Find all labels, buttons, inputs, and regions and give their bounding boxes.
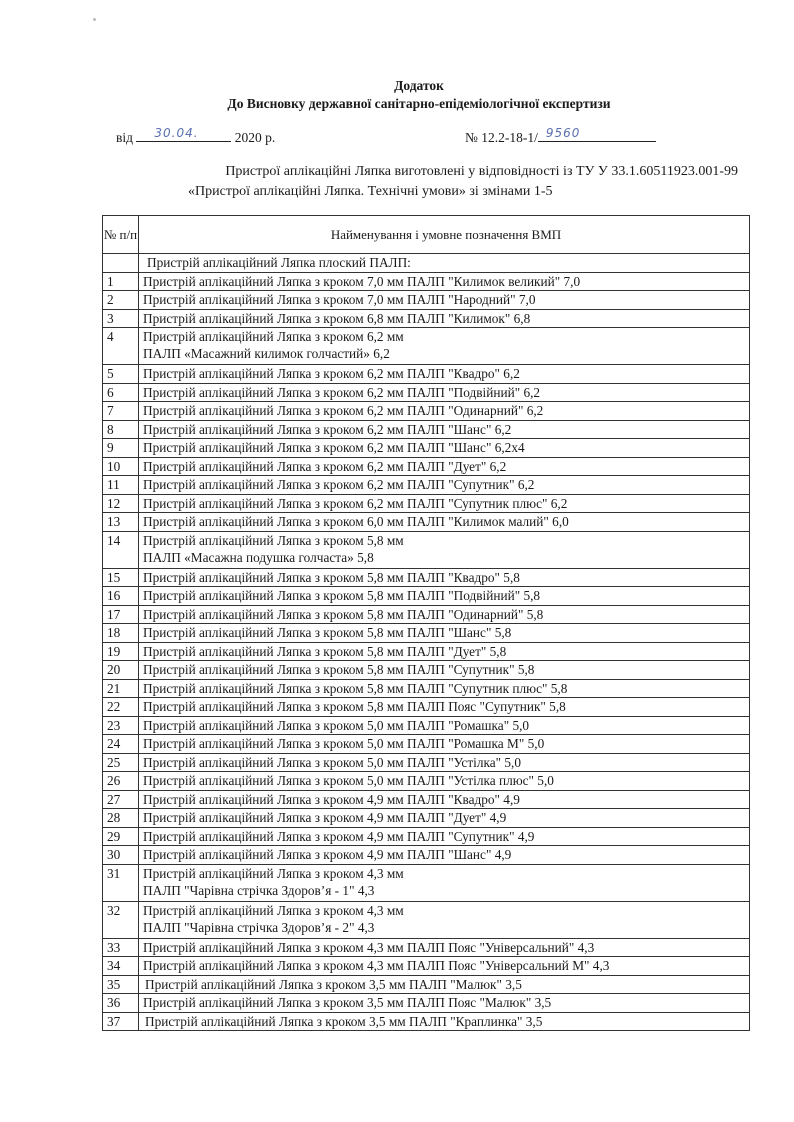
table-row — [103, 938, 750, 957]
table-row — [103, 309, 750, 328]
row-name-line-1: Пристрій аплікаційний Ляпка з кроком 4,3 мм ПАЛП Пояс "Універсальний М" 4,3 — [143, 958, 610, 973]
row-number: 12 — [103, 494, 139, 513]
table-row — [103, 328, 750, 365]
row-name-cell — [139, 383, 750, 402]
row-name-cell — [139, 938, 750, 957]
row-name-line-1: Пристрій аплікаційний Ляпка з кроком 5,8 мм ПАЛП "Супутник" 5,8 — [143, 662, 535, 677]
row-name-line-1: Пристрій аплікаційний Ляпка з кроком 6,2 мм ПАЛП "Супутник" 6,2 — [143, 477, 535, 492]
row-number: 21 — [103, 679, 139, 698]
row-number: 17 — [103, 605, 139, 624]
row-name-cell — [139, 1012, 750, 1031]
table-row — [103, 365, 750, 384]
products-table — [102, 215, 750, 1031]
intro-line-1: Пристрої аплікаційні Ляпка виготовлені у відповідності із ТУ У 33.1.60511923.001-99 — [225, 164, 738, 179]
row-name-line-1: Пристрій аплікаційний Ляпка з кроком 5,8 мм ПАЛП "Дует" 5,8 — [143, 643, 507, 659]
row-name-line-1: Пристрій аплікаційний Ляпка з кроком 4,3 мм — [143, 902, 404, 918]
row-name-line-1: Пристрій аплікаційний Ляпка з кроком 6,2 мм ПАЛП "Шанс" 6,2 — [143, 421, 512, 437]
row-name-cell — [139, 753, 750, 772]
row-name-line-1: Пристрій аплікаційний Ляпка з кроком 4,9 мм ПАЛП "Квадро" 4,9 — [143, 791, 520, 807]
row-number: 25 — [103, 753, 139, 772]
row-name-line-1: Пристрій аплікаційний Ляпка з кроком 6,2 мм ПАЛП "Супутник плюс" 6,2 — [143, 495, 568, 511]
document-subtitle: До Висновку державної санітарно-епідеміологічної експертизи — [227, 96, 611, 111]
row-number: 10 — [103, 457, 139, 476]
row-name-line-1: Пристрій аплікаційний Ляпка з кроком 3,5 мм ПАЛП "Краплинка" 3,5 — [145, 1013, 543, 1029]
intro-line-2: «Пристрої аплікаційні Ляпка. Технічні умови» зі змінами 1-5 — [188, 184, 553, 199]
row-number: 4 — [103, 328, 139, 365]
row-number: 6 — [103, 383, 139, 402]
document-title: Додаток — [394, 78, 444, 93]
row-number: 35 — [103, 975, 139, 994]
row-name-line-1: Пристрій аплікаційний Ляпка з кроком 4,9 мм ПАЛП "Шанс" 4,9 — [143, 847, 512, 862]
row-name-line-1: Пристрій аплікаційний Ляпка з кроком 6,8 мм ПАЛП "Килимок" 6,8 — [143, 310, 531, 326]
row-name-cell — [139, 328, 750, 365]
table-row — [103, 587, 750, 606]
row-name-line-1: Пристрій аплікаційний Ляпка з кроком 6,2 мм ПАЛП "Квадро" 6,2 — [143, 366, 520, 381]
table-row — [103, 1012, 750, 1031]
row-name-line-1: Пристрій аплікаційний Ляпка з кроком 3,5 мм ПАЛП "Малюк" 3,5 — [145, 976, 522, 992]
row-name-line-1: Пристрій аплікаційний Ляпка з кроком 4,3 мм — [143, 865, 404, 881]
row-name-line-1: Пристрій аплікаційний Ляпка з кроком 7,0 мм ПАЛП "Народний" 7,0 — [143, 292, 536, 307]
row-name-line-1: Пристрій аплікаційний Ляпка з кроком 5,8 мм — [143, 532, 404, 548]
row-name-line-1: Пристрій аплікаційний Ляпка з кроком 5,0 мм ПАЛП "Устілка плюс" 5,0 — [143, 773, 554, 788]
row-name-cell — [139, 661, 750, 680]
row-name-line-1: Пристрій аплікаційний Ляпка з кроком 5,0 мм ПАЛП "Ромашка М" 5,0 — [143, 736, 545, 751]
row-name-line-2: ПАЛП «Масажна подушка голчаста» 5,8 — [143, 549, 374, 565]
row-number: 24 — [103, 735, 139, 754]
row-name-cell — [139, 679, 750, 698]
row-number: 29 — [103, 827, 139, 846]
scan-speck — [93, 18, 96, 21]
section-title: Пристрій аплікаційний Ляпка плоский ПАЛП: — [139, 254, 750, 273]
row-name-line-1: Пристрій аплікаційний Ляпка з кроком 5,8 мм ПАЛП "Квадро" 5,8 — [143, 569, 520, 585]
table-row — [103, 827, 750, 846]
table-row — [103, 753, 750, 772]
table-row — [103, 291, 750, 310]
row-number: 15 — [103, 568, 139, 587]
table-row — [103, 420, 750, 439]
row-name-line-1: Пристрій аплікаційний Ляпка з кроком 6,2 мм ПАЛП "Одинарний" 6,2 — [143, 403, 544, 418]
table-row — [103, 772, 750, 791]
row-name-cell — [139, 272, 750, 291]
row-number: 23 — [103, 716, 139, 735]
row-name-cell — [139, 790, 750, 809]
handwritten-number: 9560 — [545, 126, 581, 140]
number-prefix: № 12.2-18-1/ — [465, 130, 538, 145]
row-name-cell — [139, 587, 750, 606]
row-name-cell — [139, 957, 750, 976]
row-number: 28 — [103, 809, 139, 828]
table-row — [103, 901, 750, 938]
table-row — [103, 439, 750, 458]
row-name-line-1: Пристрій аплікаційний Ляпка з кроком 6,0 мм ПАЛП "Килимок малий" 6,0 — [143, 514, 569, 529]
row-number: 30 — [103, 846, 139, 865]
number-field — [538, 127, 656, 142]
row-name-cell — [139, 624, 750, 643]
row-name-line-1: Пристрій аплікаційний Ляпка з кроком 5,0 мм ПАЛП "Устілка" 5,0 — [143, 754, 522, 770]
row-name-line-1: Пристрій аплікаційний Ляпка з кроком 6,2 мм ПАЛП "Подвійний" 6,2 — [143, 384, 541, 400]
row-name-cell — [139, 772, 750, 791]
row-number: 1 — [103, 272, 139, 291]
row-number: 13 — [103, 513, 139, 532]
row-number: 3 — [103, 309, 139, 328]
row-name-cell — [139, 439, 750, 458]
row-name-line-1: Пристрій аплікаційний Ляпка з кроком 5,8 мм ПАЛП Пояс "Супутник" 5,8 — [143, 699, 566, 714]
row-name-line-2: ПАЛП "Чарівна стрічка Здоров’я - 2" 4,3 — [143, 919, 375, 935]
column-header-number: № п/п — [103, 216, 139, 254]
row-name-line-1: Пристрій аплікаційний Ляпка з кроком 5,8 мм ПАЛП "Одинарний" 5,8 — [143, 606, 544, 622]
table-row — [103, 994, 750, 1013]
row-name-cell — [139, 476, 750, 495]
table-row — [103, 790, 750, 809]
row-number: 26 — [103, 772, 139, 791]
row-name-cell — [139, 420, 750, 439]
table-row — [103, 735, 750, 754]
row-name-cell — [139, 716, 750, 735]
row-name-cell — [139, 698, 750, 717]
row-name-line-1: Пристрій аплікаційний Ляпка з кроком 6,2 мм ПАЛП "Дует" 6,2 — [143, 458, 507, 474]
row-number: 37 — [103, 1012, 139, 1031]
row-name-line-1: Пристрій аплікаційний Ляпка з кроком 7,0 мм ПАЛП "Килимок великий" 7,0 — [143, 273, 581, 289]
row-name-cell — [139, 827, 750, 846]
table-row — [103, 642, 750, 661]
date-line — [116, 127, 275, 146]
date-field — [136, 127, 231, 142]
row-number: 8 — [103, 420, 139, 439]
table-row — [103, 975, 750, 994]
table-row — [103, 457, 750, 476]
table-row — [103, 383, 750, 402]
row-number: 27 — [103, 790, 139, 809]
row-name-cell — [139, 309, 750, 328]
table-row — [103, 605, 750, 624]
row-name-line-1: Пристрій аплікаційний Ляпка з кроком 4,9 мм ПАЛП "Дует" 4,9 — [143, 810, 507, 825]
table-row — [103, 698, 750, 717]
table-row — [103, 494, 750, 513]
row-name-line-2: ПАЛП «Масажний килимок голчастий» 6,2 — [143, 346, 390, 361]
table-row — [103, 846, 750, 865]
row-name-cell — [139, 994, 750, 1013]
table-row — [103, 513, 750, 532]
table-row — [103, 679, 750, 698]
row-number: 16 — [103, 587, 139, 606]
row-name-line-1: Пристрій аплікаційний Ляпка з кроком 6,2 мм — [143, 329, 404, 344]
row-name-line-1: Пристрій аплікаційний Ляпка з кроком 6,2 мм ПАЛП "Шанс" 6,2х4 — [143, 440, 525, 455]
row-name-cell — [139, 531, 750, 568]
row-number: 14 — [103, 531, 139, 568]
date-prefix: від — [116, 130, 133, 145]
row-name-cell — [139, 809, 750, 828]
row-number: 11 — [103, 476, 139, 495]
handwritten-date: 30.04. — [154, 126, 199, 140]
column-header-name: Найменування і умовне позначення ВМП — [139, 216, 750, 254]
row-number: 36 — [103, 994, 139, 1013]
row-name-line-1: Пристрій аплікаційний Ляпка з кроком 4,9 мм ПАЛП "Супутник" 4,9 — [143, 828, 535, 844]
table-row — [103, 864, 750, 901]
table-row — [103, 661, 750, 680]
table-row — [103, 624, 750, 643]
row-name-cell — [139, 642, 750, 661]
row-name-cell — [139, 568, 750, 587]
row-number: 2 — [103, 291, 139, 310]
table-row — [103, 716, 750, 735]
table-row — [103, 272, 750, 291]
row-name-cell — [139, 291, 750, 310]
row-name-cell — [139, 735, 750, 754]
table-row — [103, 402, 750, 421]
row-name-line-1: Пристрій аплікаційний Ляпка з кроком 4,3 мм ПАЛП Пояс "Універсальний" 4,3 — [143, 939, 595, 955]
number-line — [465, 127, 656, 146]
row-name-cell — [139, 365, 750, 384]
row-name-cell — [139, 901, 750, 938]
row-number: 5 — [103, 365, 139, 384]
table-header-row — [103, 216, 750, 254]
table-row — [103, 568, 750, 587]
row-number: 32 — [103, 901, 139, 938]
row-name-line-1: Пристрій аплікаційний Ляпка з кроком 5,8 мм ПАЛП "Супутник плюс" 5,8 — [143, 680, 568, 696]
row-number: 34 — [103, 957, 139, 976]
row-name-line-1: Пристрій аплікаційний Ляпка з кроком 5,8 мм ПАЛП "Шанс" 5,8 — [143, 625, 512, 640]
date-suffix: 2020 р. — [234, 130, 276, 145]
table-row — [103, 957, 750, 976]
table-row — [103, 809, 750, 828]
row-name-line-2: ПАЛП "Чарівна стрічка Здоров’я - 1" 4,3 — [143, 882, 375, 898]
row-number: 19 — [103, 642, 139, 661]
row-number: 22 — [103, 698, 139, 717]
row-number: 31 — [103, 864, 139, 901]
table-row — [103, 531, 750, 568]
row-name-cell — [139, 494, 750, 513]
row-name-line-1: Пристрій аплікаційний Ляпка з кроком 3,5 мм ПАЛП Пояс "Малюк" 3,5 — [143, 995, 552, 1010]
row-number: 33 — [103, 938, 139, 957]
row-name-line-1: Пристрій аплікаційний Ляпка з кроком 5,0 мм ПАЛП "Ромашка" 5,0 — [143, 717, 530, 733]
row-number: 18 — [103, 624, 139, 643]
row-name-cell — [139, 402, 750, 421]
row-name-cell — [139, 457, 750, 476]
row-number: 20 — [103, 661, 139, 680]
section-number-cell — [103, 254, 139, 273]
row-number: 9 — [103, 439, 139, 458]
row-name-cell — [139, 864, 750, 901]
row-name-cell — [139, 975, 750, 994]
row-name-line-1: Пристрій аплікаційний Ляпка з кроком 5,8 мм ПАЛП "Подвійний" 5,8 — [143, 588, 541, 603]
row-name-cell — [139, 605, 750, 624]
row-name-cell — [139, 513, 750, 532]
table-row — [103, 476, 750, 495]
section-row — [103, 254, 750, 273]
row-number: 7 — [103, 402, 139, 421]
row-name-cell — [139, 846, 750, 865]
